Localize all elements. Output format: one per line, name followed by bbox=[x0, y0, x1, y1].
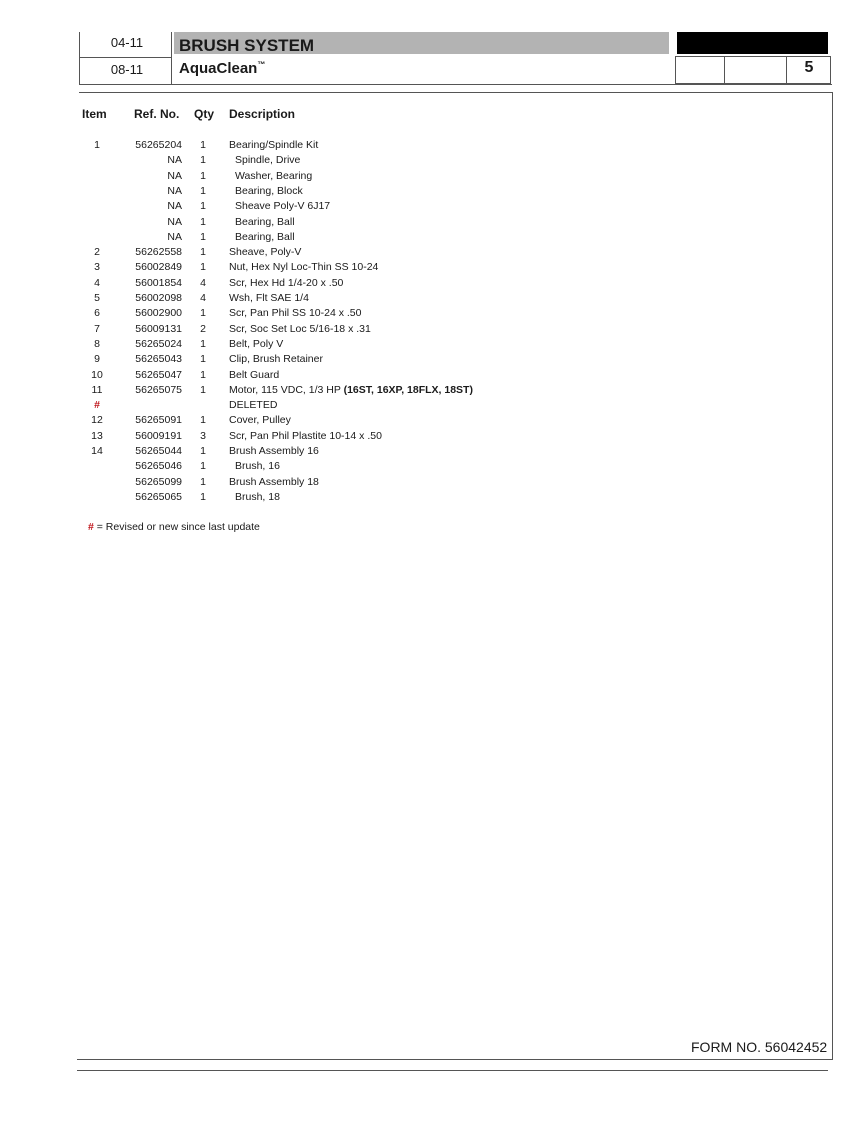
quantity: 1 bbox=[200, 246, 206, 259]
description-text: Belt Guard bbox=[229, 368, 280, 381]
description bbox=[235, 153, 300, 168]
description bbox=[235, 490, 280, 505]
column-header-ref: Ref. No. bbox=[134, 107, 180, 121]
description-text: Motor, 115 VDC, 1/3 HP bbox=[229, 383, 344, 396]
header-black-block bbox=[677, 32, 828, 54]
revision-symbol: # bbox=[88, 521, 94, 533]
description bbox=[235, 169, 312, 184]
date-top: 04-11 bbox=[110, 35, 144, 50]
item-number: 7 bbox=[94, 322, 100, 335]
model-applicability: (16ST, 16XP, 18FLX, 18ST) bbox=[343, 383, 473, 396]
description bbox=[229, 429, 382, 444]
description-text: Scr, Soc Set Loc 5/16-18 x .31 bbox=[229, 322, 371, 335]
description-text: Brush Assembly 18 bbox=[229, 475, 319, 488]
ref-number: 56002849 bbox=[135, 261, 182, 274]
description-text: Cover, Pulley bbox=[229, 414, 291, 427]
quantity: 1 bbox=[200, 445, 206, 457]
quantity: 4 bbox=[200, 292, 206, 304]
description-text: Clip, Brush Retainer bbox=[229, 353, 323, 366]
ref-number: NA bbox=[167, 230, 182, 243]
table-row bbox=[0, 230, 866, 245]
description-text: Scr, Hex Hd 1/4-20 x .50 bbox=[229, 276, 344, 289]
ref-number: 56262558 bbox=[135, 246, 182, 259]
quantity: 1 bbox=[200, 368, 206, 381]
ref-number: 56009191 bbox=[135, 429, 182, 442]
description bbox=[229, 322, 371, 337]
item-number: 6 bbox=[94, 307, 100, 320]
description bbox=[229, 475, 319, 490]
revision-footnote-text: = Revised or new since last update bbox=[93, 521, 260, 533]
description bbox=[229, 138, 318, 153]
table-row bbox=[0, 459, 866, 474]
description-text: Bearing, Ball bbox=[235, 215, 295, 228]
description bbox=[235, 184, 303, 199]
item-number: 2 bbox=[94, 246, 100, 259]
ref-number: 56265075 bbox=[135, 383, 182, 396]
ref-number: 56265091 bbox=[135, 414, 182, 427]
item-number: 8 bbox=[94, 337, 100, 350]
table-row bbox=[0, 413, 866, 428]
ref-number: 56009131 bbox=[135, 322, 182, 335]
description bbox=[229, 352, 323, 367]
description-text: Belt, Poly V bbox=[229, 337, 284, 350]
description-text: DELETED bbox=[229, 399, 278, 412]
quantity: 1 bbox=[200, 460, 206, 473]
description-text: Sheave Poly-V 6J17 bbox=[235, 200, 331, 213]
description bbox=[229, 260, 378, 275]
table-row bbox=[0, 169, 866, 184]
table-row bbox=[0, 490, 866, 505]
column-header-qty: Qty bbox=[194, 107, 215, 121]
table-row bbox=[0, 184, 866, 199]
description-text: Washer, Bearing bbox=[235, 169, 313, 182]
description bbox=[229, 337, 283, 352]
description bbox=[229, 276, 343, 291]
table-row bbox=[0, 260, 866, 275]
description-text: Scr, Pan Phil Plastite 10-14 x .50 bbox=[229, 429, 382, 442]
description-text: Bearing, Ball bbox=[235, 230, 295, 243]
ref-number: NA bbox=[167, 215, 182, 228]
item-number: # bbox=[94, 399, 100, 412]
item-number: 4 bbox=[94, 276, 100, 289]
ref-number: 56265099 bbox=[135, 475, 182, 488]
quantity: 1 bbox=[200, 307, 206, 320]
description-text: Brush, 18 bbox=[235, 490, 280, 503]
quantity: 2 bbox=[200, 322, 206, 335]
table-row bbox=[0, 291, 866, 306]
quantity: 1 bbox=[200, 169, 206, 182]
quantity: 1 bbox=[200, 353, 206, 366]
description bbox=[229, 383, 473, 398]
item-number: 12 bbox=[91, 414, 103, 427]
quantity: 1 bbox=[200, 230, 206, 243]
content-bottom-rule bbox=[77, 1059, 833, 1060]
product-name bbox=[179, 60, 265, 77]
description bbox=[229, 368, 279, 383]
description bbox=[229, 245, 301, 260]
item-number: 9 bbox=[94, 353, 100, 366]
ref-number: 56265044 bbox=[135, 445, 182, 457]
description bbox=[235, 199, 330, 214]
quantity: 1 bbox=[200, 139, 206, 151]
table-row bbox=[0, 306, 866, 321]
table-row bbox=[0, 352, 866, 367]
date-bottom: 08-11 bbox=[110, 62, 144, 77]
description-text: Brush, 16 bbox=[235, 460, 280, 473]
description bbox=[235, 230, 295, 245]
item-number: 5 bbox=[94, 292, 100, 304]
page-number: 5 bbox=[804, 59, 814, 76]
ref-number: 56265204 bbox=[135, 139, 182, 151]
table-row bbox=[0, 444, 866, 459]
ref-number: 56265043 bbox=[135, 353, 182, 366]
form-number: FORM NO. 56042452 bbox=[691, 1039, 828, 1055]
item-number: 14 bbox=[91, 445, 103, 457]
table-row bbox=[0, 199, 866, 214]
quantity: 1 bbox=[200, 154, 206, 167]
table-row bbox=[0, 398, 866, 413]
description-text: Spindle, Drive bbox=[235, 154, 301, 167]
header-mid-rule bbox=[79, 57, 171, 58]
quantity: 1 bbox=[200, 475, 206, 488]
ref-number: 56001854 bbox=[135, 276, 182, 289]
quantity: 1 bbox=[200, 215, 206, 228]
quantity: 1 bbox=[200, 184, 206, 197]
ref-number: NA bbox=[167, 200, 182, 213]
ref-number: 56002900 bbox=[135, 307, 182, 320]
quantity: 1 bbox=[200, 490, 206, 503]
quantity: 1 bbox=[200, 337, 206, 350]
ref-number: NA bbox=[167, 169, 182, 182]
description bbox=[229, 398, 277, 413]
ref-number: 56265024 bbox=[135, 337, 182, 350]
ref-number: 56265065 bbox=[135, 490, 182, 503]
table-row bbox=[0, 429, 866, 444]
quantity: 1 bbox=[200, 383, 206, 396]
description bbox=[229, 413, 291, 428]
table-row bbox=[0, 215, 866, 230]
item-number: 10 bbox=[91, 368, 103, 381]
page-box-divider-1 bbox=[724, 56, 725, 84]
table-row bbox=[0, 153, 866, 168]
ref-number: 56265047 bbox=[135, 368, 182, 381]
product-name-text: AquaClean bbox=[179, 60, 258, 77]
description bbox=[229, 291, 309, 306]
description-text: Bearing, Block bbox=[235, 184, 303, 197]
ref-number: NA bbox=[167, 184, 182, 197]
quantity: 4 bbox=[200, 276, 206, 289]
table-row bbox=[0, 245, 866, 260]
description-text: Sheave, Poly-V bbox=[229, 246, 302, 259]
description bbox=[229, 306, 362, 321]
description bbox=[229, 444, 319, 459]
ref-number: 56265046 bbox=[135, 460, 182, 473]
table-row bbox=[0, 337, 866, 352]
description-text: Scr, Pan Phil SS 10-24 x .50 bbox=[229, 307, 362, 320]
content-top-rule bbox=[79, 92, 833, 93]
table-row bbox=[0, 276, 866, 291]
revision-footnote bbox=[88, 521, 260, 533]
item-number: 13 bbox=[91, 429, 103, 442]
description-text: Brush Assembly 16 bbox=[229, 445, 319, 457]
item-number: 1 bbox=[94, 139, 100, 151]
description bbox=[235, 459, 280, 474]
column-header-item: Item bbox=[82, 107, 107, 121]
description bbox=[235, 215, 295, 230]
trademark-symbol: ™ bbox=[257, 60, 266, 69]
description-text: Wsh, Flt SAE 1/4 bbox=[229, 292, 309, 304]
ref-number: NA bbox=[167, 154, 182, 167]
description-text: Nut, Hex Nyl Loc-Thin SS 10-24 bbox=[229, 261, 379, 274]
quantity: 3 bbox=[200, 429, 206, 442]
quantity: 1 bbox=[200, 414, 206, 427]
header-bottom-rule bbox=[79, 84, 832, 85]
table-row bbox=[0, 138, 866, 153]
page-bottom-rule bbox=[77, 1070, 828, 1071]
section-title: BRUSH SYSTEM bbox=[179, 36, 315, 55]
item-number: 3 bbox=[94, 261, 100, 274]
quantity: 1 bbox=[200, 200, 206, 213]
item-number: 11 bbox=[91, 383, 103, 396]
header-left-rule bbox=[79, 32, 80, 85]
column-header-description: Description bbox=[229, 107, 296, 121]
table-row bbox=[0, 383, 866, 398]
table-row bbox=[0, 322, 866, 337]
quantity: 1 bbox=[200, 261, 206, 274]
description-text: Bearing/Spindle Kit bbox=[229, 139, 319, 151]
table-row bbox=[0, 368, 866, 383]
ref-number: 56002098 bbox=[135, 292, 182, 304]
table-row bbox=[0, 475, 866, 490]
